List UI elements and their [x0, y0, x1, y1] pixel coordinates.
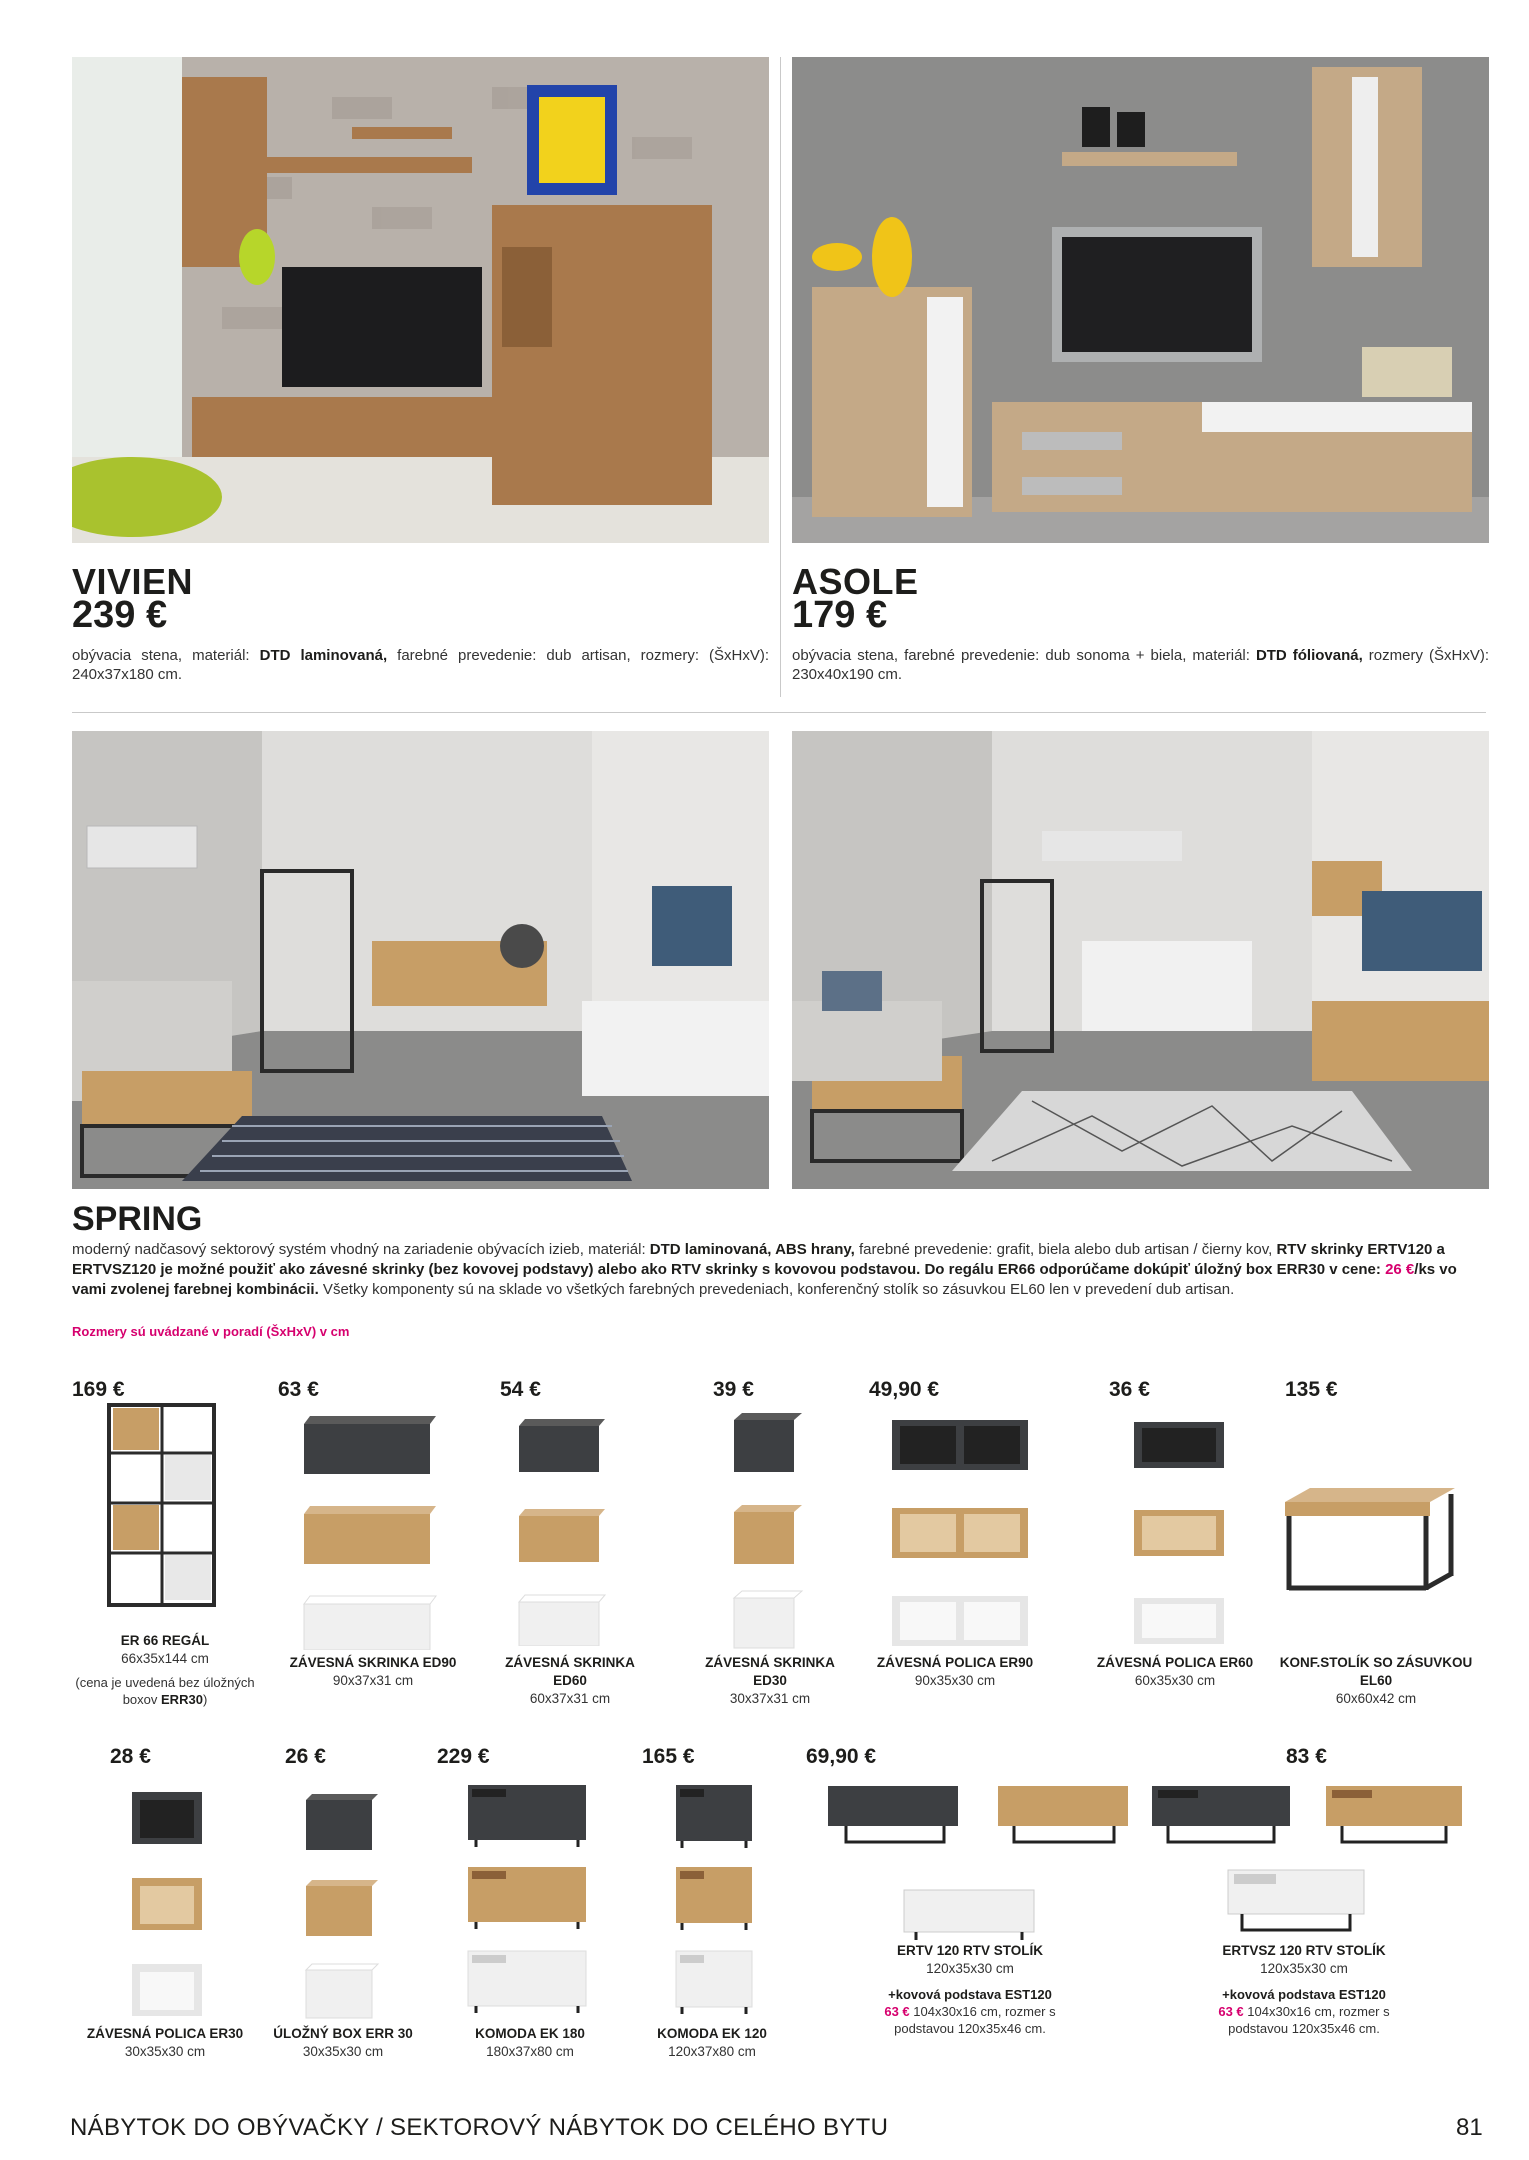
- ertv120-tv-stand-image: [824, 1780, 1164, 1955]
- dim-ek120: 120x37x80 cm: [668, 2044, 756, 2059]
- price-ed90: 63 €: [278, 1378, 319, 1401]
- dim-er60: 60x35x30 cm: [1134, 1673, 1216, 1688]
- dim-ertv120: 120x35x30 cm: [926, 1961, 1014, 1976]
- name-err30: ÚLOŽNÝ BOX ERR 30: [273, 2026, 413, 2041]
- vivien-photo: [72, 57, 769, 543]
- asole-photo: [792, 57, 1489, 543]
- footer-section-title: NÁBYTOK DO OBÝVAČKY / SEKTOROVÝ NÁBYTOK DO CELÉHO BYTU: [70, 2114, 889, 2141]
- ek180-dresser-image: [462, 1775, 592, 2025]
- name-ek120: KOMODA EK 120: [657, 2026, 767, 2041]
- vivien-name: VIVIEN: [72, 561, 194, 602]
- name-ed90: ZÁVESNÁ SKRINKA ED90: [289, 1655, 457, 1670]
- price-el60: 135 €: [1285, 1378, 1338, 1401]
- er66-shelf-image: [105, 1403, 220, 1613]
- spring-description: moderný nadčasový sektorový systém vhodný na zariadenie obývacích izieb, materiál: DTD laminovaná, ABS hrany, farebné prevedenie: grafit, biela alebo dub artisan / čierny kov, RTV skrinky ERTV120 a ERTVSZ120 je možné použiť ako závesné skrinky (bez kovovej podstavy) alebo ako RTV skrinky s kovovou podstavou. Do regálu ER66 odporúčame dokúpiť úložný box ERR30 v cene: 26 €/ks vo vami zvolenej farebnej kombinácii. Všetky komponenty sú na sklade vo všetkých farebných prevedeniach, konferenčný stolík so zásuvkou EL60 len v prevedení dub artisan.: [72, 1241, 1457, 1298]
- price-er66: 169 €: [72, 1378, 125, 1401]
- ed60-cabinets-image: [515, 1416, 615, 1646]
- column-divider: [780, 57, 781, 697]
- er60-shelves-image: [1130, 1418, 1230, 1653]
- name-er30: ZÁVESNÁ POLICA ER30: [86, 2026, 244, 2041]
- dim-err30: 30x35x30 cm: [302, 2044, 384, 2059]
- base-ertvsz120: +kovová podstava EST120 63 € 104x30x16 cm, rozmer s podstavou 120x35x46 cm.: [1218, 1987, 1390, 2036]
- ertvsz120-tv-stand-image: [1148, 1780, 1488, 1955]
- price-ertv120: 69,90 €: [806, 1745, 877, 1768]
- name-er66: ER 66 REGÁL: [120, 1633, 210, 1648]
- dimensions-note: Rozmery sú uvádzané v poradí (ŠxHxV) v cm: [72, 1324, 350, 1339]
- page-number: 81: [1456, 2114, 1483, 2141]
- dim-ed30: 30x37x31 cm: [729, 1691, 811, 1706]
- err30-boxes-image: [302, 1790, 382, 2020]
- dim-ed90: 90x37x31 cm: [332, 1673, 414, 1688]
- ed30-cabinets-image: [730, 1410, 810, 1650]
- price-er30: 28 €: [110, 1745, 151, 1768]
- er30-shelves-image: [128, 1788, 208, 2018]
- name-ek180: KOMODA EK 180: [475, 2026, 585, 2041]
- note-er66: (cena je uvedená bez úložných boxov ERR30): [75, 1675, 255, 1707]
- asole-price: 179 €: [792, 594, 888, 636]
- dim-er30: 30x35x30 cm: [124, 2044, 206, 2059]
- ed90-cabinets-image: [300, 1410, 440, 1650]
- ek120-dresser-image: [670, 1775, 760, 2025]
- name-ed60: ZÁVESNÁ SKRINKA ED60: [505, 1655, 635, 1688]
- vivien-price: 239 €: [72, 594, 168, 636]
- spring-title: SPRING: [72, 1200, 203, 1238]
- dim-er66: 66x35x144 cm: [121, 1651, 209, 1666]
- spring-photo-right: [792, 731, 1489, 1189]
- asole-description: obývacia stena, farebné prevedenie: dub sonoma + biela, materiál: DTD fóliovaná, rozmery (ŠxHxV): 230x40x190 cm.: [792, 647, 1489, 683]
- dim-ed60: 60x37x31 cm: [529, 1691, 611, 1706]
- name-el60: KONF.STOLÍK SO ZÁSUVKOU EL60: [1279, 1655, 1473, 1688]
- section-divider: [72, 712, 1486, 713]
- spring-photo-left: [72, 731, 769, 1189]
- price-ed30: 39 €: [713, 1378, 754, 1401]
- name-ertvsz120: ERTVSZ 120 RTV STOLÍK: [1222, 1943, 1386, 1958]
- price-err30: 26 €: [285, 1745, 326, 1768]
- price-ek180: 229 €: [437, 1745, 490, 1768]
- name-ed30: ZÁVESNÁ SKRINKA ED30: [705, 1655, 835, 1688]
- asole-name: ASOLE: [792, 561, 919, 602]
- price-ed60: 54 €: [500, 1378, 541, 1401]
- dim-ek180: 180x37x80 cm: [486, 2044, 574, 2059]
- dim-er90: 90x35x30 cm: [914, 1673, 996, 1688]
- vivien-description: obývacia stena, materiál: DTD laminovaná, farebné prevedenie: dub artisan, rozmery: (ŠxHxV): 240x37x180 cm.: [72, 647, 769, 683]
- dim-ertvsz120: 120x35x30 cm: [1260, 1961, 1348, 1976]
- name-er90: ZÁVESNÁ POLICA ER90: [876, 1655, 1034, 1670]
- price-ertvsz120: 83 €: [1286, 1745, 1327, 1768]
- base-ertv120: +kovová podstava EST120 63 € 104x30x16 cm, rozmer s podstavou 120x35x46 cm.: [884, 1987, 1056, 2036]
- price-ek120: 165 €: [642, 1745, 695, 1768]
- dim-el60: 60x60x42 cm: [1335, 1691, 1417, 1706]
- price-er60: 36 €: [1109, 1378, 1150, 1401]
- el60-table-image: [1280, 1480, 1460, 1600]
- price-er90: 49,90 €: [869, 1378, 940, 1401]
- name-er60: ZÁVESNÁ POLICA ER60: [1096, 1655, 1254, 1670]
- er90-shelves-image: [888, 1412, 1033, 1652]
- name-ertv120: ERTV 120 RTV STOLÍK: [896, 1943, 1044, 1958]
